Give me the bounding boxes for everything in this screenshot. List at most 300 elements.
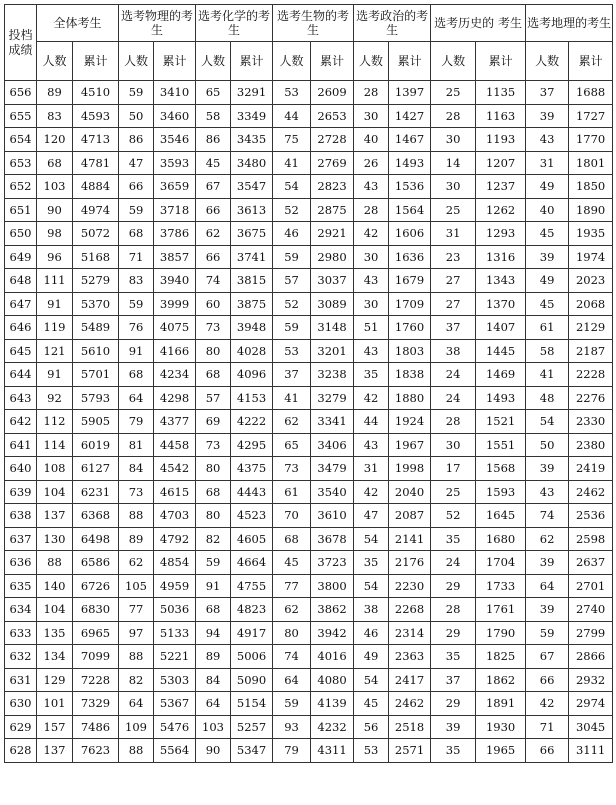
cumulative-cell: 2637: [569, 551, 613, 575]
count-cell: 57: [196, 386, 231, 410]
cumulative-cell: 2653: [311, 104, 354, 128]
count-cell: 45: [526, 222, 569, 246]
cumulative-cell: 1790: [476, 621, 526, 645]
cumulative-column-header: 累计: [569, 42, 613, 81]
count-cell: 89: [196, 645, 231, 669]
cumulative-cell: 4153: [231, 386, 273, 410]
cumulative-cell: 3111: [569, 739, 613, 763]
count-cell: 67: [526, 645, 569, 669]
cumulative-cell: 2571: [389, 739, 431, 763]
cumulative-cell: 4458: [154, 433, 196, 457]
cumulative-cell: 1770: [569, 128, 613, 152]
table-row: [5, 316, 613, 340]
cumulative-cell: 4375: [231, 457, 273, 481]
count-cell: 59: [119, 292, 154, 316]
count-cell: 46: [273, 222, 311, 246]
count-cell: 86: [119, 128, 154, 152]
cumulative-cell: 2518: [389, 715, 431, 739]
count-cell: 101: [37, 692, 73, 716]
cumulative-cell: 3940: [154, 269, 196, 293]
score-cell: 642: [5, 410, 37, 434]
count-cell: 66: [196, 245, 231, 269]
score-cell: 647: [5, 292, 37, 316]
group-header-geography: 选考地理的考生: [526, 5, 613, 42]
cumulative-cell: 3800: [311, 574, 354, 598]
count-cell: 35: [431, 527, 476, 551]
cumulative-cell: 1469: [476, 363, 526, 387]
count-cell: 80: [196, 504, 231, 528]
count-cell: 109: [119, 715, 154, 739]
cumulative-cell: 2609: [311, 81, 354, 105]
cumulative-cell: 1704: [476, 551, 526, 575]
cumulative-column-header: 累计: [73, 42, 119, 81]
cumulative-cell: 4605: [231, 527, 273, 551]
count-cell: 52: [431, 504, 476, 528]
count-cell: 70: [273, 504, 311, 528]
count-cell: 50: [119, 104, 154, 128]
count-cell: 88: [119, 504, 154, 528]
cumulative-cell: 7329: [73, 692, 119, 716]
count-cell: 14: [431, 151, 476, 175]
count-cell: 35: [431, 645, 476, 669]
cumulative-cell: 4792: [154, 527, 196, 551]
cumulative-cell: 2974: [569, 692, 613, 716]
cumulative-cell: 3610: [311, 504, 354, 528]
count-cell: 62: [196, 222, 231, 246]
table-row: [5, 457, 613, 481]
count-cell: 130: [37, 527, 73, 551]
table-row: [5, 292, 613, 316]
cumulative-cell: 5006: [231, 645, 273, 669]
cumulative-cell: 6586: [73, 551, 119, 575]
count-cell: 120: [37, 128, 73, 152]
count-cell: 43: [354, 175, 389, 199]
count-cell: 89: [119, 527, 154, 551]
cumulative-cell: 1645: [476, 504, 526, 528]
table-row: [5, 598, 613, 622]
cumulative-cell: 3089: [311, 292, 354, 316]
count-cell: 43: [354, 269, 389, 293]
cumulative-cell: 1709: [389, 292, 431, 316]
count-cell: 68: [273, 527, 311, 551]
cumulative-cell: 3613: [231, 198, 273, 222]
count-cell: 91: [119, 339, 154, 363]
count-cell: 44: [354, 410, 389, 434]
cumulative-cell: 3659: [154, 175, 196, 199]
cumulative-cell: 2769: [311, 151, 354, 175]
count-cell: 24: [431, 551, 476, 575]
count-cell: 59: [273, 316, 311, 340]
count-cell: 41: [273, 386, 311, 410]
cumulative-cell: 1760: [389, 316, 431, 340]
count-cell: 57: [273, 269, 311, 293]
cumulative-cell: 2921: [311, 222, 354, 246]
count-cell: 43: [354, 433, 389, 457]
cumulative-cell: 4166: [154, 339, 196, 363]
count-cell: 37: [273, 363, 311, 387]
count-cell: 28: [431, 598, 476, 622]
count-cell: 24: [431, 386, 476, 410]
count-cell: 65: [196, 81, 231, 105]
cumulative-cell: 6127: [73, 457, 119, 481]
count-cell: 108: [37, 457, 73, 481]
count-cell: 84: [119, 457, 154, 481]
cumulative-cell: 4139: [311, 692, 354, 716]
cumulative-cell: 5905: [73, 410, 119, 434]
cumulative-cell: 4615: [154, 480, 196, 504]
count-cell: 91: [196, 574, 231, 598]
count-cell: 59: [526, 621, 569, 645]
count-cell: 75: [273, 128, 311, 152]
cumulative-cell: 1536: [389, 175, 431, 199]
count-cell: 59: [119, 198, 154, 222]
cumulative-cell: 4713: [73, 128, 119, 152]
cumulative-cell: 5610: [73, 339, 119, 363]
count-cell: 79: [273, 739, 311, 763]
cumulative-cell: 4080: [311, 668, 354, 692]
sub-header-row: [5, 42, 613, 81]
score-cell: 631: [5, 668, 37, 692]
cumulative-cell: 2276: [569, 386, 613, 410]
count-cell: 88: [119, 645, 154, 669]
cumulative-cell: 3291: [231, 81, 273, 105]
cumulative-cell: 4884: [73, 175, 119, 199]
cumulative-cell: 1237: [476, 175, 526, 199]
count-cell: 105: [119, 574, 154, 598]
count-cell: 59: [119, 81, 154, 105]
cumulative-column-header: 累计: [154, 42, 196, 81]
cumulative-cell: 4703: [154, 504, 196, 528]
count-cell: 44: [273, 104, 311, 128]
cumulative-cell: 1862: [476, 668, 526, 692]
count-cell: 30: [354, 292, 389, 316]
cumulative-cell: 1803: [389, 339, 431, 363]
count-cell: 129: [37, 668, 73, 692]
cumulative-cell: 4028: [231, 339, 273, 363]
cumulative-cell: 1293: [476, 222, 526, 246]
cumulative-cell: 2701: [569, 574, 613, 598]
count-cell: 64: [526, 574, 569, 598]
score-cell: 654: [5, 128, 37, 152]
count-cell: 45: [354, 692, 389, 716]
count-cell: 17: [431, 457, 476, 481]
count-cell: 30: [354, 104, 389, 128]
cumulative-cell: 1397: [389, 81, 431, 105]
cumulative-cell: 2728: [311, 128, 354, 152]
count-cell: 41: [526, 363, 569, 387]
cumulative-cell: 1135: [476, 81, 526, 105]
cumulative-cell: 3741: [231, 245, 273, 269]
cumulative-cell: 2330: [569, 410, 613, 434]
cumulative-cell: 1370: [476, 292, 526, 316]
count-cell: 39: [526, 245, 569, 269]
cumulative-cell: 2230: [389, 574, 431, 598]
table-row: [5, 410, 613, 434]
score-cell: 656: [5, 81, 37, 105]
cumulative-cell: 1521: [476, 410, 526, 434]
cumulative-cell: 6368: [73, 504, 119, 528]
count-cell: 26: [354, 151, 389, 175]
count-cell: 111: [37, 269, 73, 293]
cumulative-cell: 3593: [154, 151, 196, 175]
count-cell: 28: [354, 81, 389, 105]
count-cell: 62: [119, 551, 154, 575]
cumulative-cell: 3675: [231, 222, 273, 246]
table-row: [5, 245, 613, 269]
count-cell: 39: [526, 551, 569, 575]
cumulative-cell: 2129: [569, 316, 613, 340]
score-cell: 648: [5, 269, 37, 293]
cumulative-cell: 4854: [154, 551, 196, 575]
cumulative-cell: 2536: [569, 504, 613, 528]
cumulative-cell: 2980: [311, 245, 354, 269]
count-cell: 68: [196, 598, 231, 622]
count-cell: 59: [196, 551, 231, 575]
cumulative-cell: 5221: [154, 645, 196, 669]
count-cell: 80: [196, 457, 231, 481]
cumulative-cell: 3875: [231, 292, 273, 316]
count-cell: 114: [37, 433, 73, 457]
count-cell: 64: [119, 386, 154, 410]
cumulative-cell: 4096: [231, 363, 273, 387]
count-cell: 52: [273, 198, 311, 222]
count-cell: 66: [196, 198, 231, 222]
score-cell: 641: [5, 433, 37, 457]
cumulative-cell: 4755: [231, 574, 273, 598]
count-cell: 50: [526, 433, 569, 457]
count-cell: 35: [354, 551, 389, 575]
cumulative-cell: 2228: [569, 363, 613, 387]
cumulative-cell: 1801: [569, 151, 613, 175]
cumulative-cell: 3460: [154, 104, 196, 128]
score-cell: 628: [5, 739, 37, 763]
table-row: [5, 386, 613, 410]
cumulative-cell: 2932: [569, 668, 613, 692]
group-header-biology: 选考生物的考生: [273, 5, 354, 42]
count-cell: 35: [431, 739, 476, 763]
count-column-header: 人数: [37, 42, 73, 81]
count-cell: 80: [196, 339, 231, 363]
count-cell: 104: [37, 480, 73, 504]
count-cell: 54: [354, 527, 389, 551]
count-cell: 27: [431, 292, 476, 316]
count-cell: 88: [119, 739, 154, 763]
count-cell: 54: [354, 668, 389, 692]
count-cell: 62: [273, 598, 311, 622]
count-cell: 39: [526, 457, 569, 481]
count-cell: 35: [354, 363, 389, 387]
cumulative-cell: 1564: [389, 198, 431, 222]
count-cell: 66: [119, 175, 154, 199]
cumulative-cell: 1935: [569, 222, 613, 246]
cumulative-cell: 3540: [311, 480, 354, 504]
table-row: [5, 480, 613, 504]
count-cell: 67: [196, 175, 231, 199]
count-cell: 41: [273, 151, 311, 175]
cumulative-cell: 4222: [231, 410, 273, 434]
count-cell: 39: [526, 598, 569, 622]
cumulative-cell: 1606: [389, 222, 431, 246]
cumulative-cell: 3341: [311, 410, 354, 434]
count-cell: 25: [431, 81, 476, 105]
table-row: [5, 645, 613, 669]
count-cell: 134: [37, 645, 73, 669]
count-cell: 62: [273, 410, 311, 434]
count-cell: 68: [119, 363, 154, 387]
count-cell: 39: [526, 104, 569, 128]
count-cell: 54: [354, 574, 389, 598]
cumulative-cell: 1316: [476, 245, 526, 269]
cumulative-cell: 1967: [389, 433, 431, 457]
count-cell: 82: [119, 668, 154, 692]
cumulative-cell: 4917: [231, 621, 273, 645]
count-cell: 79: [119, 410, 154, 434]
count-cell: 64: [119, 692, 154, 716]
count-cell: 140: [37, 574, 73, 598]
cumulative-cell: 4593: [73, 104, 119, 128]
cumulative-cell: 4311: [311, 739, 354, 763]
cumulative-cell: 1636: [389, 245, 431, 269]
count-cell: 66: [526, 739, 569, 763]
group-header-all: 全体考生: [37, 5, 119, 42]
count-cell: 119: [37, 316, 73, 340]
count-cell: 103: [196, 715, 231, 739]
count-cell: 49: [526, 175, 569, 199]
group-header-history: 选考历史的 考生: [431, 5, 526, 42]
table-row: [5, 151, 613, 175]
cumulative-cell: 4443: [231, 480, 273, 504]
score-cell: 638: [5, 504, 37, 528]
count-cell: 31: [526, 151, 569, 175]
cumulative-cell: 4295: [231, 433, 273, 457]
cumulative-cell: 1998: [389, 457, 431, 481]
score-cell: 639: [5, 480, 37, 504]
cumulative-cell: 1163: [476, 104, 526, 128]
table-row: [5, 81, 613, 105]
cumulative-cell: 5367: [154, 692, 196, 716]
cumulative-cell: 3786: [154, 222, 196, 246]
count-cell: 40: [354, 128, 389, 152]
count-cell: 54: [273, 175, 311, 199]
table-row: [5, 339, 613, 363]
count-cell: 104: [37, 598, 73, 622]
score-cell: 651: [5, 198, 37, 222]
count-cell: 92: [37, 386, 73, 410]
cumulative-cell: 3678: [311, 527, 354, 551]
count-cell: 64: [196, 692, 231, 716]
cumulative-cell: 3857: [154, 245, 196, 269]
count-cell: 47: [354, 504, 389, 528]
count-cell: 60: [196, 292, 231, 316]
cumulative-cell: 3942: [311, 621, 354, 645]
count-cell: 77: [273, 574, 311, 598]
count-cell: 37: [431, 316, 476, 340]
cumulative-cell: 5090: [231, 668, 273, 692]
score-cell: 629: [5, 715, 37, 739]
table-row: [5, 198, 613, 222]
cumulative-cell: 4542: [154, 457, 196, 481]
count-cell: 88: [37, 551, 73, 575]
cumulative-cell: 2462: [569, 480, 613, 504]
score-cell: 636: [5, 551, 37, 575]
count-cell: 62: [526, 527, 569, 551]
count-cell: 64: [273, 668, 311, 692]
cumulative-cell: 3435: [231, 128, 273, 152]
cumulative-cell: 5370: [73, 292, 119, 316]
cumulative-cell: 2875: [311, 198, 354, 222]
group-header-row: [5, 5, 613, 42]
score-cell: 645: [5, 339, 37, 363]
count-cell: 90: [37, 198, 73, 222]
table-row: [5, 527, 613, 551]
cumulative-cell: 2363: [389, 645, 431, 669]
count-cell: 90: [196, 739, 231, 763]
count-cell: 103: [37, 175, 73, 199]
cumulative-cell: 1891: [476, 692, 526, 716]
cumulative-cell: 5347: [231, 739, 273, 763]
count-cell: 23: [431, 245, 476, 269]
count-cell: 137: [37, 504, 73, 528]
count-cell: 97: [119, 621, 154, 645]
cumulative-cell: 6231: [73, 480, 119, 504]
cumulative-cell: 2268: [389, 598, 431, 622]
cumulative-column-header: 累计: [389, 42, 431, 81]
count-cell: 135: [37, 621, 73, 645]
table-row: [5, 222, 613, 246]
count-cell: 73: [196, 316, 231, 340]
table-row: [5, 128, 613, 152]
cumulative-cell: 2141: [389, 527, 431, 551]
count-cell: 76: [119, 316, 154, 340]
count-cell: 61: [273, 480, 311, 504]
count-cell: 83: [119, 269, 154, 293]
count-cell: 66: [526, 668, 569, 692]
count-cell: 30: [431, 433, 476, 457]
count-cell: 43: [526, 128, 569, 152]
cumulative-cell: 2598: [569, 527, 613, 551]
count-cell: 30: [431, 128, 476, 152]
count-cell: 93: [273, 715, 311, 739]
cumulative-cell: 2740: [569, 598, 613, 622]
count-cell: 28: [431, 104, 476, 128]
cumulative-cell: 1593: [476, 480, 526, 504]
cumulative-cell: 1445: [476, 339, 526, 363]
count-cell: 31: [354, 457, 389, 481]
score-cell: 635: [5, 574, 37, 598]
cumulative-cell: 1407: [476, 316, 526, 340]
score-cell: 650: [5, 222, 37, 246]
table-row: [5, 621, 613, 645]
cumulative-cell: 3480: [231, 151, 273, 175]
count-cell: 81: [119, 433, 154, 457]
cumulative-cell: 7099: [73, 645, 119, 669]
cumulative-cell: 1880: [389, 386, 431, 410]
cumulative-cell: 5303: [154, 668, 196, 692]
count-cell: 49: [354, 645, 389, 669]
cumulative-cell: 7623: [73, 739, 119, 763]
cumulative-cell: 6498: [73, 527, 119, 551]
cumulative-cell: 1679: [389, 269, 431, 293]
cumulative-cell: 3349: [231, 104, 273, 128]
count-cell: 68: [196, 480, 231, 504]
cumulative-cell: 4523: [231, 504, 273, 528]
cumulative-cell: 2417: [389, 668, 431, 692]
score-cell: 653: [5, 151, 37, 175]
cumulative-cell: 5072: [73, 222, 119, 246]
count-cell: 53: [354, 739, 389, 763]
score-cell: 633: [5, 621, 37, 645]
cumulative-cell: 5701: [73, 363, 119, 387]
